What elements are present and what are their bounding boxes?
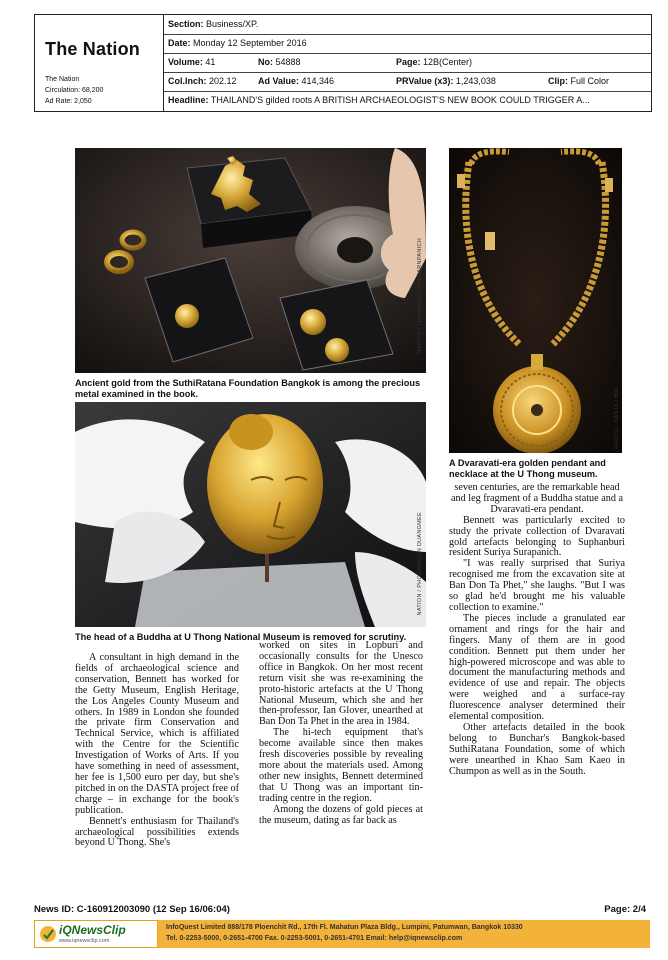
- article-paragraph: The hi-tech equipment that's become available since then makes fresh discoveries possible by revealing more about the materials used. Among other new insights, Bennett determined that U Thong was an important tin-trading centre in the region.: [259, 727, 423, 804]
- section-label: Section:: [168, 19, 204, 29]
- publication-title: The Nation: [45, 39, 140, 59]
- gold-photo-caption: Ancient gold from the SuthiRatana Foundation Bangkok is among the precious metal examined in the book.: [75, 378, 421, 399]
- clip-header: [34, 14, 652, 112]
- volume-row: [164, 53, 651, 73]
- article-paragraph: "I was really surprised that Suriya recognised me from the excavation site at Ban Don Ta Phet," she laughs. "But I was so glad he'd brought me his valuable collection to examine.": [449, 558, 625, 613]
- colinch-label: Col.Inch:: [168, 76, 207, 86]
- company-contacts: Tel. 0-2253-5000, 0-2651-4700 Fax. 0-2253-5001, 0-2651-4701 Email: help@iqnewsclip.com: [166, 935, 463, 942]
- iqnewsclip-logo[interactable]: [34, 920, 158, 948]
- company-info: [166, 922, 523, 944]
- publication-small: The Nation: [45, 76, 80, 83]
- date-row: [164, 34, 651, 54]
- headline-row: [164, 91, 651, 110]
- ad-rate: Ad Rate: 2,050: [45, 98, 92, 105]
- value-row: [164, 72, 651, 92]
- news-id: News ID: C-160912003090 (12 Sep 16/06:04): [34, 904, 230, 915]
- page-count: Page: 2/4: [604, 904, 646, 915]
- necklace-photo-credit: PHOTO / DASTA / BIA: [614, 388, 620, 449]
- circulation: Circulation: 68,200: [45, 87, 104, 94]
- newsclip-logo-icon: [39, 925, 57, 943]
- footer-bar: [34, 920, 650, 948]
- article-paragraph: The pieces include a granulated ear ornament and rings for the hair and fingers. Many of them are in good condition. Bennett put them under her high-powered microscope and was able to document the manufacturing methods and evidence of use and repair. The objects were weighed and a surface-ray fluorescence analyser determined their elemental composition.: [449, 612, 625, 723]
- article-column-1: [75, 653, 239, 849]
- page-value: 12B(Center): [423, 57, 473, 67]
- headline-label: Headline:: [168, 95, 209, 105]
- article-paragraph: Other artefacts detailed in the book belong to Bunchar's Bangkok-based SuthiRatana Foundation, some of which were unearthed in Khao Sam Kaeo in Chumpon as well as in the South.: [449, 721, 625, 777]
- article-paragraph: Bennett's enthusiasm for Thailand's archaeological possibilities extends beyond U Thong. She's: [75, 815, 239, 849]
- prvalue-label: PRValue (x3):: [396, 76, 454, 86]
- article-paragraph: A consultant in high demand in the fields of archaeological science and conservation, Bennett has worked for the Getty Museum, English Heritage, the Los Angeles County Museum and others. In 1989 in London she founded the private firm Conservation and Technical Service, which is affiliated with the Centre for the Scientific Investigation of Works of Arts. If you have something in need of assessment, her fee is 1,500 euro per day, but she's pitched in on the DASTA project free of charge – in exchange for the book's publication.: [75, 652, 239, 816]
- buddha-photo-credit: NATION / PHOOWADON DUANGMEE: [417, 512, 423, 616]
- metadata-grid: [164, 15, 651, 111]
- no-value: 54888: [275, 57, 301, 67]
- logo-url: www.iqnewsclip.com: [59, 938, 110, 944]
- necklace-photo: [449, 148, 622, 453]
- necklace-photo-caption: A Dvaravati-era golden pendant and necklace at the U Thong museum.: [449, 458, 606, 479]
- buddha-photo-caption: The head of a Buddha at U Thong National Museum is removed for scrutiny.: [75, 632, 407, 642]
- date-label: Date:: [168, 38, 191, 48]
- logo-text: iQNewsClip: [59, 923, 126, 937]
- colinch-value: 202.12: [209, 76, 237, 86]
- advalue-label: Ad Value:: [258, 76, 300, 86]
- date-value: Monday 12 September 2016: [193, 38, 307, 48]
- article-paragraph: Among the dozens of gold pieces at the museum, dating as far back as: [259, 803, 423, 826]
- article-paragraph: worked on sites in Lopburi and occasionally consults for the Unesco office in Bangkok. On her most recent return visit she was re-examining the proto-historic artefacts at the U Thong National Museum, which she and her then-professor, Ian Glover, unearthed at Ban Don Ta Phet in the area in 1984.: [259, 640, 423, 728]
- clip-label: Clip:: [548, 76, 568, 86]
- prvalue-value: 1,243,038: [455, 76, 496, 86]
- page-label: Page:: [396, 57, 421, 67]
- headline-value: THAILAND'S gilded roots A BRITISH ARCHAEOLOGIST'S NEW BOOK COULD TRIGGER A...: [210, 95, 590, 105]
- news-id-line: [34, 904, 650, 915]
- gold-photo-credit: NATION / THANACHAI PRAMARNPANICH: [417, 238, 423, 354]
- section-row: [164, 15, 651, 35]
- publication-box: [35, 15, 164, 111]
- volume-value: 41: [205, 57, 216, 67]
- article-column-3: [449, 483, 625, 777]
- article-paragraph: Bennett was particularly excited to study the private collection of Dvaravati gold artefacts belonging to Suphanburi resident Suriya Surapanich.: [449, 514, 625, 559]
- no-label: No:: [258, 57, 273, 67]
- article-column-2: [259, 641, 423, 826]
- article-paragraph: seven centuries, are the remarkable head and leg fragment of a Buddha statue and a Dvaravati-era pendant.: [451, 482, 623, 515]
- section-value: Business/XP.: [206, 19, 259, 29]
- company-address: InfoQuest Limited 888/178 Ploenchit Rd., 17th Fl. Mahatun Plaza Bldg., Lumpini, Patumwan, Bangkok 10330: [166, 924, 523, 931]
- clip-value: Full Color: [570, 76, 610, 86]
- buddha-head-photo: [75, 402, 426, 627]
- volume-label: Volume:: [168, 57, 203, 67]
- advalue-value: 414,346: [301, 76, 335, 86]
- gold-artefacts-photo: [75, 148, 426, 373]
